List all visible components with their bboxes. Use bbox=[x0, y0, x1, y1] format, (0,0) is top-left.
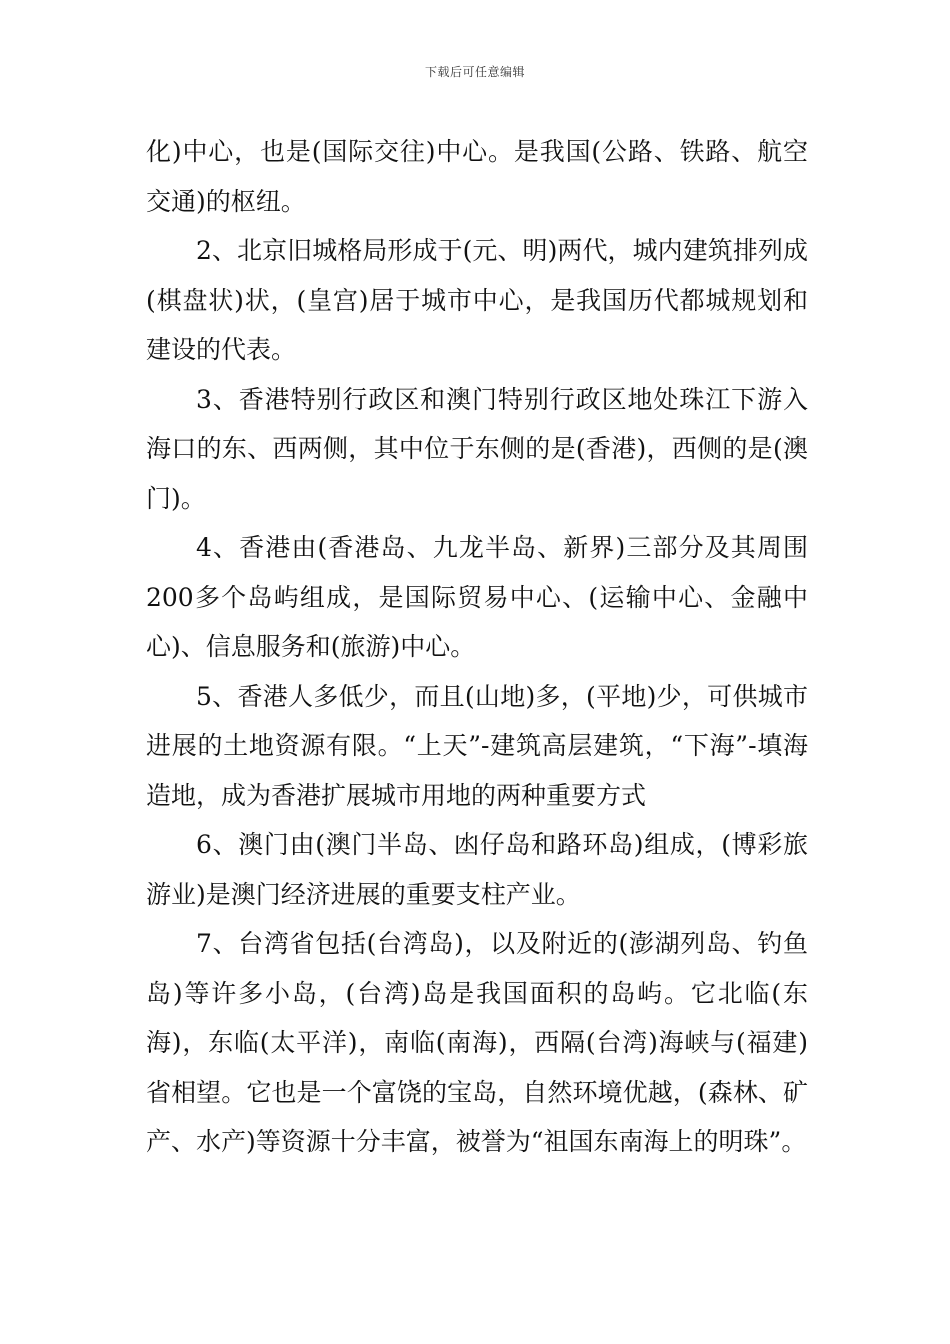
paragraph-1: 化)中心，也是(国际交往)中心。是我国(公路、铁路、航空交通)的枢纽。 bbox=[146, 137, 808, 216]
paragraph-3: 3、香港特别行政区和澳门特别行政区地处珠江下游入海口的东、西两侧，其中位于东侧的是(香港)，西侧的是(澳门)。 bbox=[146, 384, 808, 513]
document-body bbox=[146, 127, 808, 1167]
paragraph-2: 2、北京旧城格局形成于(元、明)两代，城内建筑排列成(棋盘状)状，(皇宫)居于城市中心，是我国历代都城规划和建设的代表。 bbox=[146, 236, 808, 364]
paragraph-4: 4、香港由(香港岛、九龙半岛、新界)三部分及其周围200多个岛屿组成，是国际贸易中心、(运输中心、金融中心)、信息服务和(旅游)中心。 bbox=[146, 533, 808, 661]
page-header: 下载后可任意编辑 bbox=[424, 65, 525, 79]
paragraph-6: 6、澳门由(澳门半岛、凼仔岛和路环岛)组成，(博彩旅游业)是澳门经济进展的重要支柱产业。 bbox=[146, 830, 808, 909]
paragraph-5: 5、香港人多低少，而且(山地)多，(平地)少，可供城市进展的土地资源有限。“上天”-建筑高层建筑，“下海”-填海造地，成为香港扩展城市用地的两种重要方式 bbox=[146, 681, 808, 810]
paragraph-7: 7、台湾省包括(台湾岛)，以及附近的(澎湖列岛、钓鱼岛)等许多小岛，(台湾)岛是我国面积的岛屿。它北临(东海)，东临(太平洋)，南临(南海)，西隔(台湾)海峡与(福建)省相望。它也是一个富饶的宝岛，自然环境优越，(森林、矿产、水产)等资源十分丰富，被誉为“祖国东南海上的明珠”。 bbox=[146, 929, 808, 1156]
